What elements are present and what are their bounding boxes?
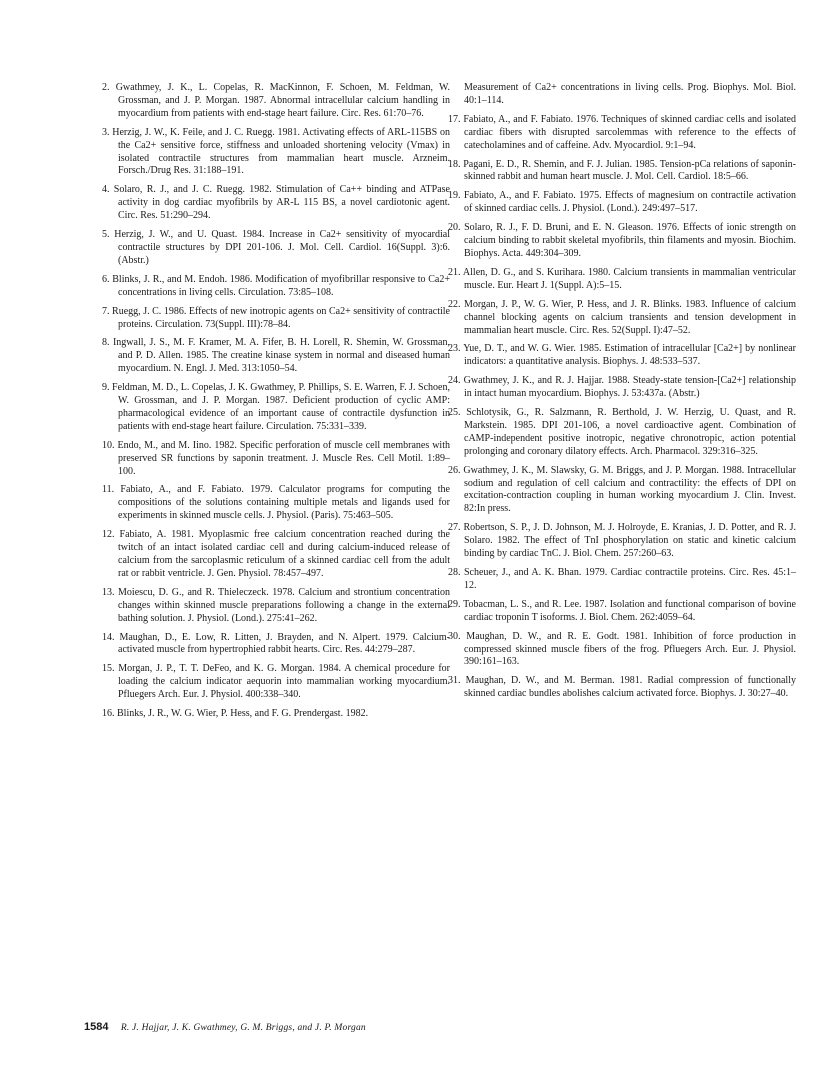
reference-27: 27. Robertson, S. P., J. D. Johnson, M. J. Holroyde, E. Kranias, J. D. Potter, and R. J. Solaro. 1982. The effect of TnI phosphorylation on static and kinetic calcium binding by cardiac TnC. J. Biol. Chem. 257:260–63. bbox=[448, 522, 796, 560]
reference-9: 9. Feldman, M. D., L. Copelas, J. K. Gwathmey, P. Phillips, S. E. Warren, F. J. Schoen, W. Grossman, and J. P. Morgan. 1987. Deficient production of cyclic AMP: pharmacological evidence of an important cause of contractile dysfunction in patients with end-stage heart failure. Circulation. 75:331–339. bbox=[102, 382, 450, 432]
page-footer bbox=[84, 1021, 366, 1033]
reference-16-continued: Measurement of Ca2+ concentrations in living cells. Prog. Biophys. Mol. Biol. 40:1–114. bbox=[464, 82, 796, 106]
reference-24: 24. Gwathmey, J. K., and R. J. Hajjar. 1988. Steady-state tension-[Ca2+] relationship in intact human myocardium. Biophys. J. 53:437a. (Abstr.) bbox=[448, 375, 796, 400]
reference-19: 19. Fabiato, A., and F. Fabiato. 1975. Effects of magnesium on contractile activation of skinned cardiac cells. J. Physiol. (Lond.). 249:497–517. bbox=[448, 190, 796, 215]
reference-25: 25. Schlotysik, G., R. Salzmann, R. Berthold, J. W. Herzig, U. Quast, and R. Markstein. 1985. DPI 201-106, a novel cardioactive agent. Combination of cAMP-independent positive inotropic, negative chronotropic, action potential prolonging and coronary dilatory effects. Arch. Pharmacol. 329:316–325. bbox=[448, 407, 796, 457]
reference-3: 3. Herzig, J. W., K. Feile, and J. C. Ruegg. 1981. Activating effects of ARL-115BS on the Ca2+ sensitive force, stiffness and unloaded shortening velocity (Vmax) in isolated contractile structures from mammalian heart muscle. Arzneim. Forsch./Drug Res. 31:188–191. bbox=[102, 126, 450, 177]
reference-17: 17. Fabiato, A., and F. Fabiato. 1976. Techniques of skinned cardiac cells and isolated cardiac fibers with disrupted sarcolemmas with reference to the effects of catecholamines and of caffeine. Adv. Myocardiol. 9:1–94. bbox=[448, 113, 796, 151]
reference-12: 12. Fabiato, A. 1981. Myoplasmic free calcium concentration reached during the twitch of an intact isolated cardiac cell and during calcium-induced release of calcium from the sarcoplasmic reticulum of a skinned cardiac cell from the adult rat or rabbit ventricle. J. Gen. Physiol. 78:457–497. bbox=[102, 529, 450, 579]
reference-30: 30. Maughan, D. W., and R. E. Godt. 1981. Inhibition of force production in compressed skinned muscle fibers of the frog. Pfluegers Arch. Eur. J. Physiol. 390:161–163. bbox=[448, 630, 796, 668]
reference-22: 22. Morgan, J. P., W. G. Wier, P. Hess, and J. R. Blinks. 1983. Influence of calcium channel blocking agents on calcium transients and tension development in mammalian heart muscle. Circ. Res. 52(Suppl. I):47–52. bbox=[448, 298, 796, 336]
running-authors: R. J. Hajjar, J. K. Gwathmey, G. M. Briggs, and J. P. Morgan bbox=[120, 1023, 366, 1033]
references-left-column bbox=[102, 82, 450, 727]
reference-15: 15. Morgan, J. P., T. T. DeFeo, and K. G. Morgan. 1984. A chemical procedure for loading the calcium indicator aequorin into mammalian working myocardium. Pfluegers Arch. Eur. J. Physiol. 400:338–340. bbox=[102, 663, 450, 701]
reference-2: 2. Gwathmey, J. K., L. Copelas, R. MacKinnon, F. Schoen, M. Feldman, W. Grossman, and J. P. Morgan. 1987. Abnormal intracellular calcium handling in myocardium from patients with end-stage heart failure. Circ. Res. 61:70–76. bbox=[102, 82, 450, 119]
reference-5: 5. Herzig, J. W., and U. Quast. 1984. Increase in Ca2+ sensitivity of myocardial contractile structures by DPI 201-106. J. Mol. Cell. Cardiol. 16(Suppl. 3):6. (Abstr.) bbox=[102, 229, 450, 266]
reference-18: 18. Pagani, E. D., R. Shemin, and F. J. Julian. 1985. Tension-pCa relations of saponin-skinned rabbit and human heart muscle. J. Mol. Cell. Cardiol. 18:5–66. bbox=[448, 158, 796, 183]
reference-20: 20. Solaro, R. J., F. D. Bruni, and E. N. Gleason. 1976. Effects of ionic strength on calcium binding to rabbit skeletal myofibrils, thin filaments and myosin. Biochim. Biophys. Acta. 449:304–309. bbox=[448, 222, 796, 259]
reference-4: 4. Solaro, R. J., and J. C. Ruegg. 1982. Stimulation of Ca++ binding and ATPase activity in dog cardiac myofibrils by AR-L 115 BS, a novel cardiotonic agent. Circ. Res. 51:290–294. bbox=[102, 184, 450, 222]
reference-10: 10. Endo, M., and M. Iino. 1982. Specific perforation of muscle cell membranes with preserved SR functions by saponin treatment. J. Muscle Res. Cell Motil. 1:89–100. bbox=[102, 439, 450, 477]
reference-31: 31. Maughan, D. W., and M. Berman. 1981. Radial compression of functionally skinned cardiac bundles abolishes calcium activated force. Biophys. J. 30:27–40. bbox=[448, 675, 796, 700]
page-number: 1584 bbox=[84, 1021, 109, 1033]
reference-11: 11. Fabiato, A., and F. Fabiato. 1979. Calculator programs for computing the compositions of the solutions containing multiple metals and ligands used for experiments in skinned muscle cells. J. Physiol. (Paris). 75:463–505. bbox=[102, 484, 450, 522]
reference-8: 8. Ingwall, J. S., M. F. Kramer, M. A. Fifer, B. H. Lorell, R. Shemin, W. Grossman, and P. D. Allen. 1985. The creatine kinase system in normal and diseased human myocardium. N. Engl. J. Med. 313:1050–54. bbox=[102, 337, 450, 375]
reference-7: 7. Ruegg, J. C. 1986. Effects of new inotropic agents on Ca2+ sensitivity of contractile proteins. Circulation. 73(Suppl. III):78–84. bbox=[102, 305, 450, 330]
reference-23: 23. Yue, D. T., and W. G. Wier. 1985. Estimation of intracellular [Ca2+] by nonlinear indicators: a quantitative analysis. Biophys. J. 48:533–537. bbox=[448, 343, 796, 368]
reference-26: 26. Gwathmey, J. K., M. Slawsky, G. M. Briggs, and J. P. Morgan. 1988. Intracellular sodium and regulation of cell calcium and contractility: the effects of DPI on excitation-contraction coupling in human working myocardium J. Clin. Invest. 82:In press. bbox=[448, 464, 796, 515]
reference-21: 21. Allen, D. G., and S. Kurihara. 1980. Calcium transients in mammalian ventricular muscle. Eur. Heart J. 1(Suppl. A):5–15. bbox=[448, 266, 796, 291]
reference-14: 14. Maughan, D., E. Low, R. Litten, J. Brayden, and N. Alpert. 1979. Calcium-activated muscle from hypertrophied rabbit hearts. Circ. Res. 44:279–287. bbox=[102, 631, 450, 656]
reference-6: 6. Blinks, J. R., and M. Endoh. 1986. Modification of myofibrillar responsive to Ca2+ concentrations in living cells. Circulation. 73:85–108. bbox=[102, 273, 450, 298]
reference-16: 16. Blinks, J. R., W. G. Wier, P. Hess, and F. G. Prendergast. 1982. bbox=[102, 708, 369, 720]
references-right-column bbox=[448, 82, 796, 707]
reference-13: 13. Moiescu, D. G., and R. Thieleczeck. 1978. Calcium and strontium concentration changes within skinned muscle preparations following a change in the external bathing solution. J. Physiol. (Lond.). 275:41–262. bbox=[102, 586, 450, 624]
reference-29: 29. Tobacman, L. S., and R. Lee. 1987. Isolation and functional comparison of bovine cardiac troponin T isoforms. J. Biol. Chem. 262:4059–64. bbox=[448, 598, 796, 623]
reference-28: 28. Scheuer, J., and A. K. Bhan. 1979. Cardiac contractile proteins. Circ. Res. 45:1–12. bbox=[448, 567, 796, 591]
